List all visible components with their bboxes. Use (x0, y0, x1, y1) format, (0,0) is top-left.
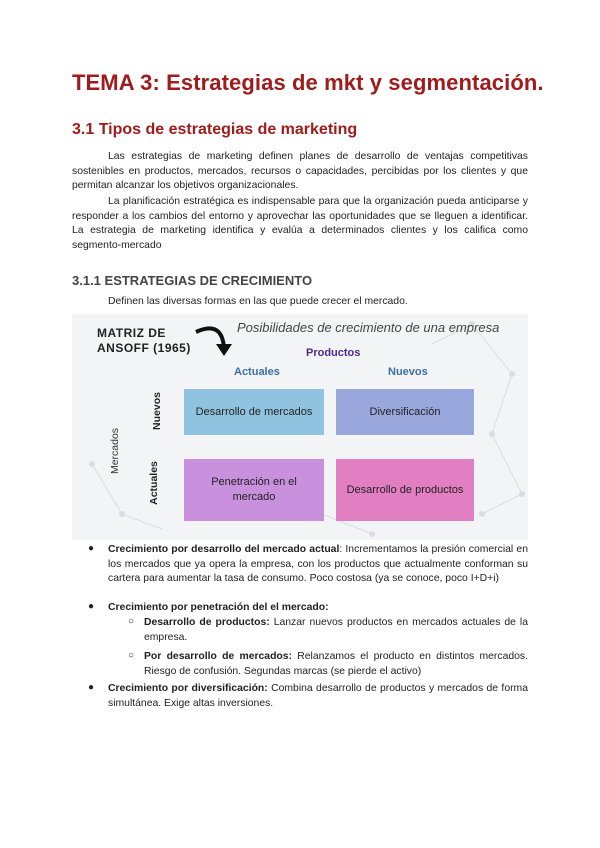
bullet-icon: ● (88, 543, 95, 554)
cell-desarrollo-productos: Desarrollo de productos (336, 459, 474, 521)
subsection-intro: Definen las diversas formas en las que puede crecer el mercado. (108, 296, 408, 307)
row-nuevos-label: Nuevos (150, 392, 163, 430)
paragraph-2: La planificación estratégica es indispensable para que la organización pueda anticiparse y responder a los cambios del entorno y aprovechar las oportunidades que se lleguen a identificar. La estrategia de marketing identifica y evalúa a determinados clientes y los califica como segmento-mercado (72, 196, 528, 251)
figure-subtitle: Posibilidades de crecimiento de una empresa (237, 320, 500, 335)
list-item-desarrollo-mercado: Crecimiento por desarrollo del mercado actual: Incrementamos la presión comercial en los mercados que ya opera la empresa, con los productos que actualmente conforman su cartera para aumentar la tasa de consumo. Poco costosa (ya se conoce, poco I+D+i) (108, 544, 528, 584)
sub-bullet-icon: ○ (128, 616, 135, 627)
page-title: TEMA 3: Estrategias de mkt y segmentación. (72, 70, 544, 95)
cell-penetracion-mercado: Penetración en el mercado (184, 459, 324, 521)
ansoff-matrix-figure (72, 314, 528, 540)
markets-axis-label: Mercados (109, 427, 122, 475)
sublist-item-desarrollo-mercados: Por desarrollo de mercados: Relanzamos el producto en distintos mercados. Riesgo de confusión. Segundas marcas (se pierde el activo) (144, 651, 529, 677)
list-item-penetracion: Crecimiento por penetración del el mercado: (108, 602, 329, 613)
products-axis-label: Productos (306, 347, 361, 359)
paragraph-1: Las estrategias de marketing definen planes de desarrollo de ventajas competitivas sostenibles en productos, mercados, recursos o capacidades, percibidas por los clientes y que permitan alcanzar los objetivos organizacionales. (72, 151, 528, 191)
cell-diversificacion: Diversificación (336, 389, 474, 435)
list-item-diversificacion: Crecimiento por diversificación: Combina desarrollo de productos y mercados de forma simultánea. Exige altas inversiones. (108, 683, 528, 709)
bullet-icon: ● (88, 601, 95, 612)
row-actuales-label: Actuales (147, 461, 160, 505)
matrix-title: MATRIZ DE ANSOFF (1965) (97, 326, 191, 355)
column-actuales-label: Actuales (234, 366, 280, 378)
cell-desarrollo-mercados: Desarrollo de mercados (184, 389, 324, 435)
section-heading: 3.1 Tipos de estrategias de marketing (72, 121, 358, 138)
sublist-item-desarrollo-productos: Desarrollo de productos: Lanzar nuevos productos en mercados actuales de la empresa. (144, 617, 528, 643)
column-nuevos-label: Nuevos (388, 366, 428, 378)
sub-bullet-icon: ○ (128, 650, 135, 661)
subsection-heading: 3.1.1 ESTRATEGIAS DE CRECIMIENTO (72, 273, 313, 288)
bullet-icon: ● (88, 682, 95, 693)
